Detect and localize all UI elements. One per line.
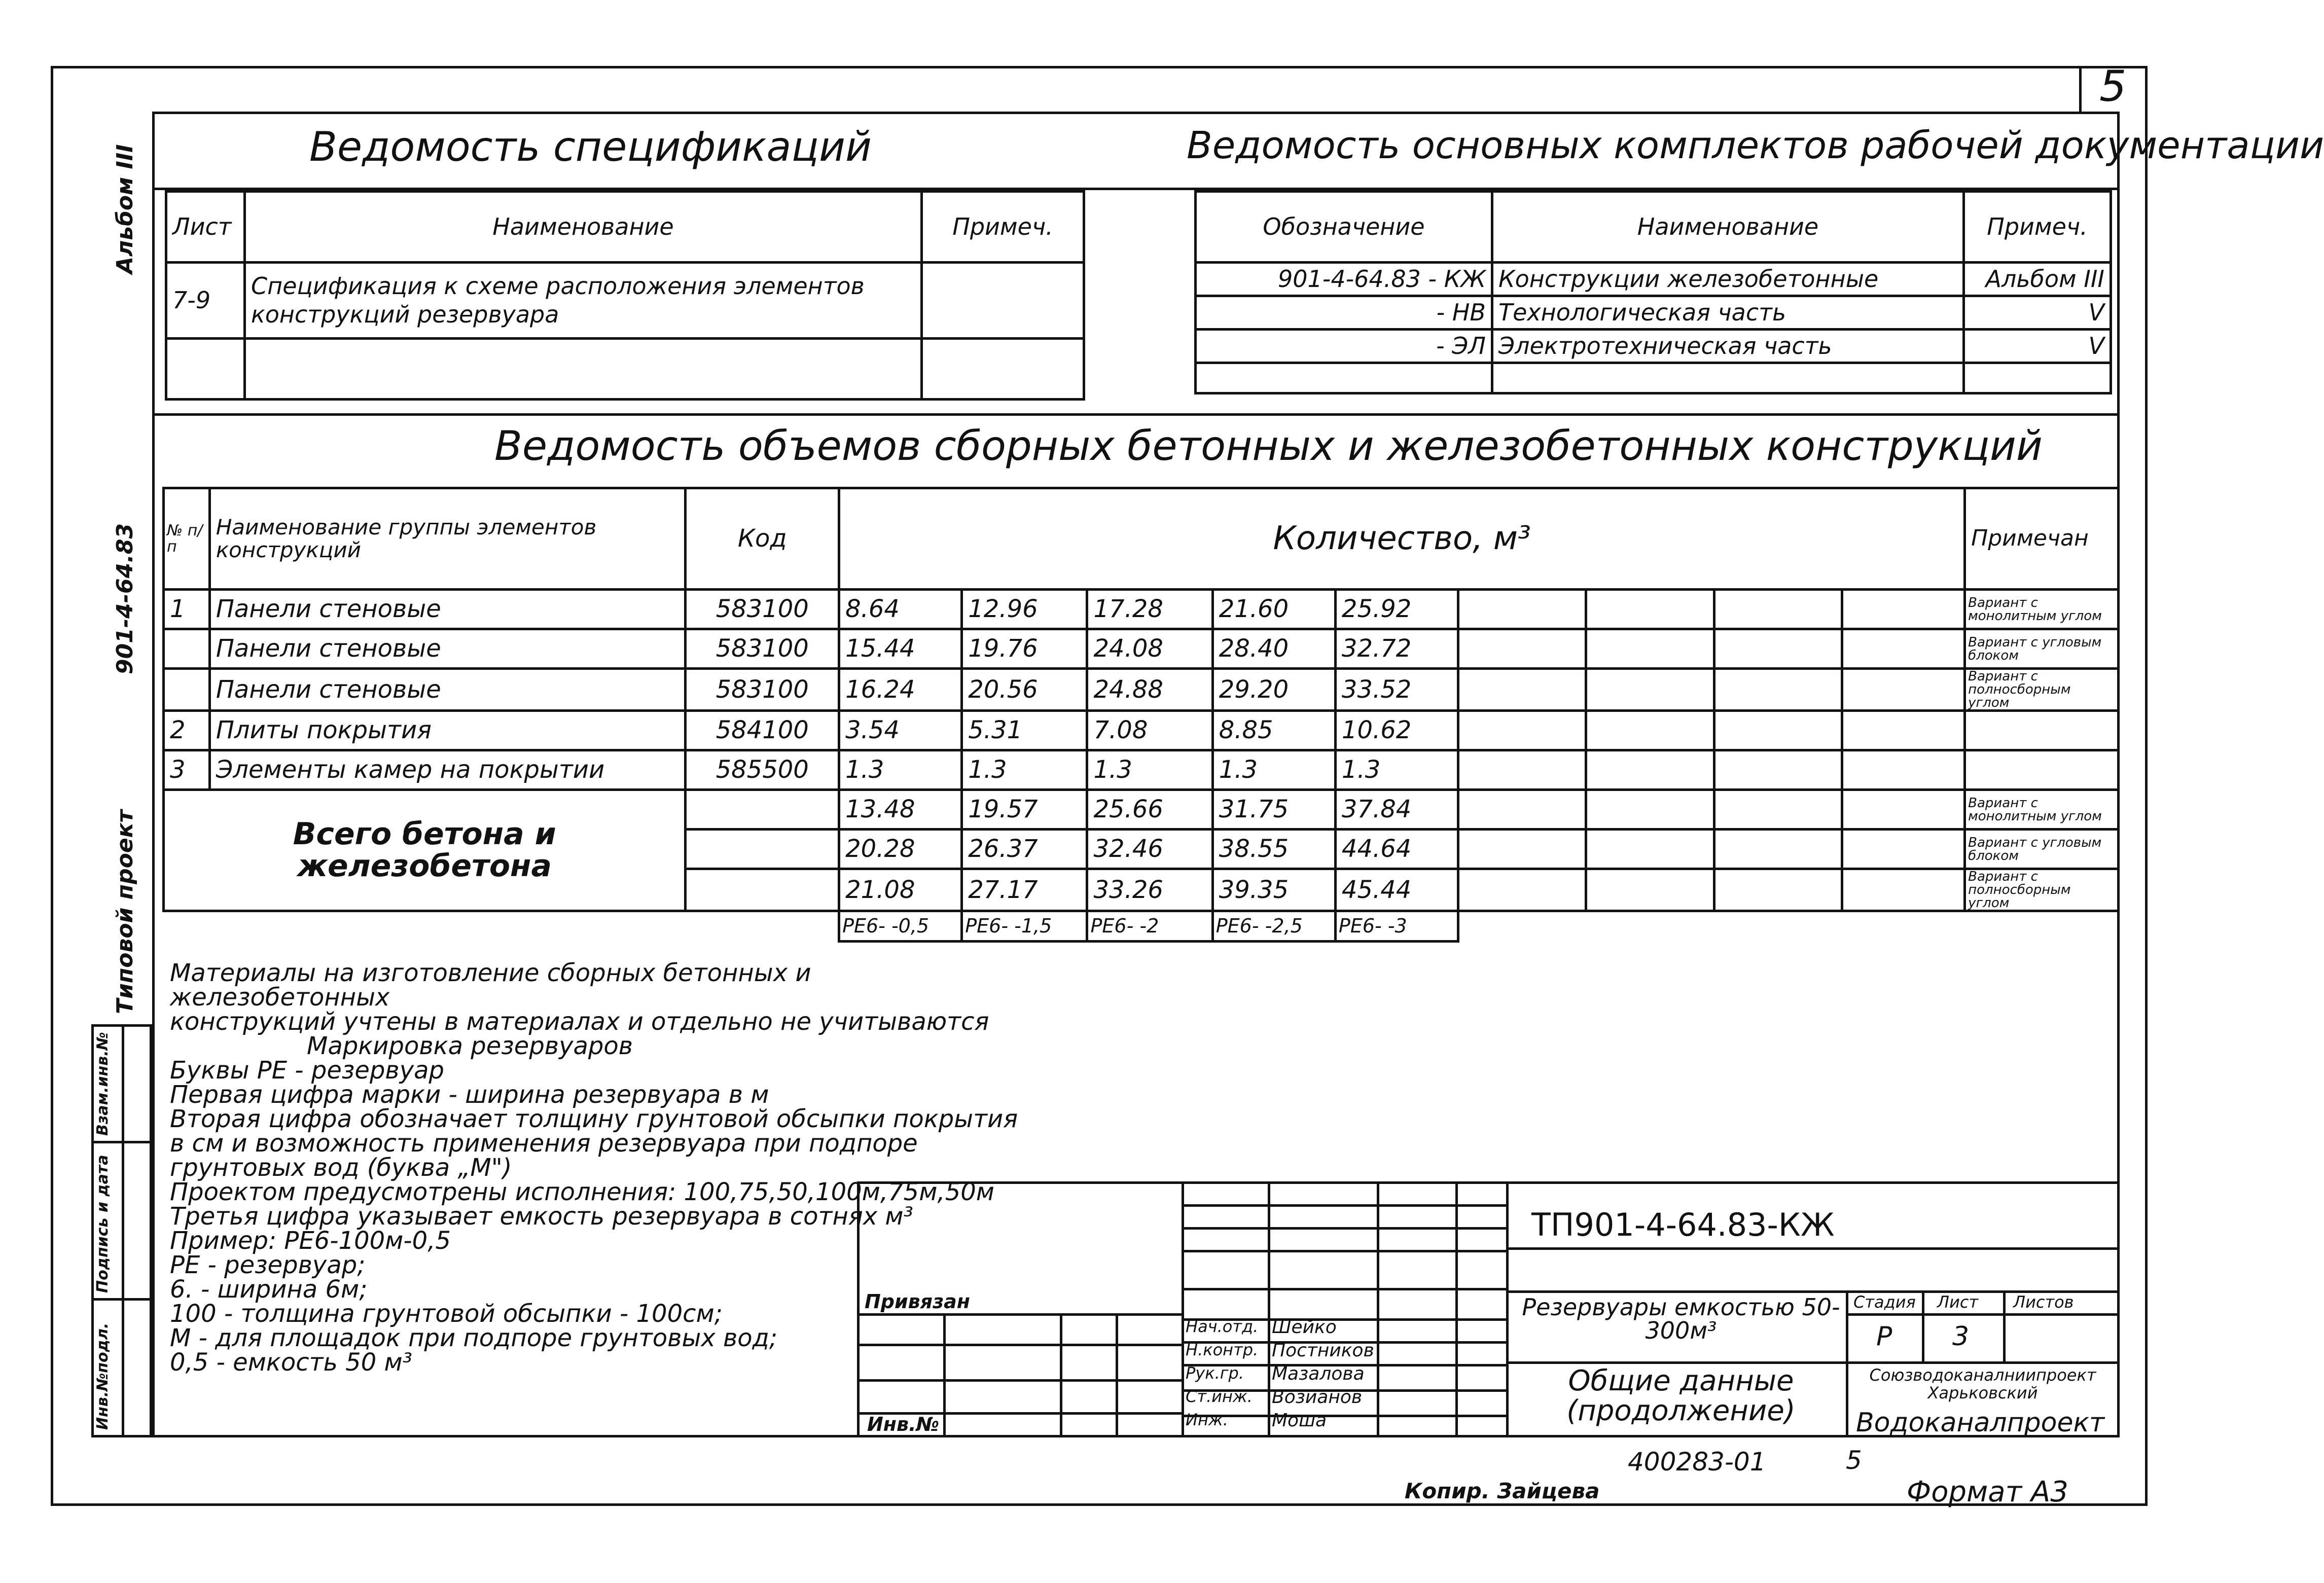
vol-empty-cell [1842,669,1964,711]
docs-row-name: Технологическая часть [1492,296,1964,330]
vol-row-code: 584100 [686,711,839,750]
vol-empty-cell [1714,669,1842,711]
vol-value-cell: 1.3 [1212,750,1335,790]
vol-header-group: Наименование группы элементов конструкций [209,488,686,590]
vol-value-cell: 5.31 [962,711,1087,750]
vol-value-cell: 32.72 [1335,629,1458,669]
vol-empty-cell [1842,590,1964,629]
vol-row-name: Панели стеновые [209,669,686,711]
note-line: Третья цифра указывает емкость резервуара в сотнях м³ [170,1202,913,1231]
note-line: грунтовых вод (буква „М") [170,1154,512,1182]
sheet-header: Лист [1937,1292,1979,1312]
vol-empty-cell [1586,711,1714,750]
staff-name: Мазалова [1272,1363,1365,1384]
docs-row-name: Конструкции железобетонные [1492,263,1964,296]
vol-empty-cell [1458,590,1586,629]
docs-header-name: Наименование [1492,192,1964,263]
vol-total-note: Вариант с монолитным углом [1965,790,2119,830]
sheet-value: 3 [1952,1321,1970,1352]
vol-value-cell: 33.52 [1335,669,1458,711]
note-line: Первая цифра марки - ширина резервуара в м [170,1081,769,1109]
note-line: РЕ - резервуар; [170,1251,366,1279]
vol-value-cell: 1.3 [1335,750,1458,790]
vol-empty-cell [1586,750,1714,790]
vol-row-name: Панели стеновые [209,590,686,629]
vol-header-num: № п/п [164,488,210,590]
paper-format: Формат А3 [1907,1476,2068,1508]
note-line: Проектом предусмотрены исполнения: 100,75,50,100м,75м,50м [170,1178,994,1206]
spec-table [165,190,1085,401]
note-line: конструкций учтены в материалах и отдельно не учитываются [170,1008,989,1036]
staff-name: Мошa [1272,1410,1327,1431]
note-line: Маркировка резервуаров [307,1032,633,1060]
vol-value-cell: 29.20 [1212,669,1335,711]
vol-total-note: Вариант с полносборным углом [1965,869,2119,911]
side-stamp-0: Инв.№подл. [94,1322,112,1430]
vol-empty-cell [1714,711,1842,750]
vol-mark-cell: РЕ6- -2,5 [1212,911,1335,942]
vol-empty-cell [1458,790,1586,830]
vol-mark-cell: РЕ6- -1,5 [962,911,1087,942]
vol-total-cell: 26.37 [962,830,1087,869]
copied-by: Копир. Зайцева [1405,1479,1600,1503]
vol-total-cell: 31.75 [1212,790,1335,830]
note-line: Вторая цифра обозначает толщину грунтовой обсыпки покрытия [170,1105,1018,1133]
vol-header-qty: Количество, м³ [839,488,1965,590]
vol-row-num: 1 [164,590,210,629]
vol-empty-cell [1586,790,1714,830]
vol-empty-cell [1586,669,1714,711]
vol-empty-cell [1586,629,1714,669]
org1: Союзводоканалниипроект Харьковский [1869,1365,2096,1403]
vol-total-cell: 44.64 [1335,830,1458,869]
page-number: 5 [2099,61,2127,111]
vol-row-code: 585500 [686,750,839,790]
vol-total-code [686,869,839,911]
vol-empty-cell [1458,669,1586,711]
vol-total-cell: 33.26 [1087,869,1212,911]
vol-total-label: Всего бетона и железобетона [164,790,686,911]
vol-total-cell: 39.35 [1212,869,1335,911]
vol-empty-cell [1842,790,1964,830]
side-project-code: 901-4-64.83 [112,523,138,674]
vol-total-cell: 37.84 [1335,790,1458,830]
vol-row-note [1965,711,2119,750]
staff-role: Нач.отд. [1186,1317,1259,1336]
vol-header-note: Примечан [1965,488,2119,590]
staff-name: Шейко [1272,1317,1337,1338]
vol-row-note [1965,750,2119,790]
vol-value-cell: 16.24 [839,669,962,711]
vol-total-code [686,790,839,830]
vol-total-code [686,830,839,869]
vol-empty-cell [1586,869,1714,911]
archive-number: 400283-01 [1628,1447,1766,1477]
docs-row-code: 901-4-64.83 - КЖ [1196,263,1492,296]
vol-empty-cell [1714,790,1842,830]
vol-row-note: Вариант с монолитным углом [1965,590,2119,629]
archive-page: 5 [1846,1446,1862,1475]
vol-row-name: Элементы камер на покрытии [209,750,686,790]
spec-row-sheet: 7-9 [166,263,245,339]
vol-row-name: Плиты покрытия [209,711,686,750]
doc-code: ТП901-4-64.83-КЖ [1531,1206,1835,1243]
vol-total-cell: 20.28 [839,830,962,869]
vol-total-cell: 27.17 [962,869,1087,911]
vol-empty-cell [1586,830,1714,869]
vol-total-cell: 13.48 [839,790,962,830]
vol-row-code: 583100 [686,669,839,711]
spec-header-name: Наименование [245,192,922,263]
vol-empty-cell [1586,590,1714,629]
note-line: Буквы РЕ - резервуар [170,1056,444,1085]
vol-value-cell: 1.3 [1087,750,1212,790]
stamp-object-text: Резервуары емкостью 50-300м³ [1522,1293,1840,1344]
side-title: Типовой проект [112,809,138,1014]
spec-header-note: Примеч. [922,192,1084,263]
vol-total-cell: 19.57 [962,790,1087,830]
note-line: Пример: РЕ6-100м-0,5 [170,1227,451,1255]
vol-row-code: 583100 [686,629,839,669]
staff-role: Рук.гр. [1186,1363,1244,1383]
staff-name: Возианов [1272,1387,1363,1408]
vol-value-cell: 3.54 [839,711,962,750]
vol-value-cell: 1.3 [839,750,962,790]
vol-empty-cell [1714,869,1842,911]
vol-row-name: Панели стеновые [209,629,686,669]
spec-title: Ведомость спецификаций [309,123,872,170]
note-line: 0,5 - емкость 50 м³ [170,1348,412,1377]
stage-header: Стадия [1853,1292,1916,1312]
vol-empty-cell [1714,750,1842,790]
staff-role: Инж. [1186,1410,1228,1429]
inv-label: Инв.№ [867,1413,940,1435]
docs-row-note: Альбом III [1964,263,2111,296]
vol-empty-cell [1458,750,1586,790]
docs-header-code: Обозначение [1196,192,1492,263]
note-line: в см и возможность применения резервуара при подпоре [170,1129,918,1158]
vol-empty-cell [1458,629,1586,669]
vol-value-cell: 28.40 [1212,629,1335,669]
vol-value-cell: 8.64 [839,590,962,629]
vol-row-num: 3 [164,750,210,790]
spec-header-sheet: Лист [166,192,245,263]
vol-row-note: Вариант с полносборным углом [1965,669,2119,711]
vol-value-cell: 7.08 [1087,711,1212,750]
note-line: 6. - ширина 6м; [170,1275,368,1304]
note-line: 100 - толщина грунтовой обсыпки - 100см; [170,1300,723,1328]
vol-value-cell: 8.85 [1212,711,1335,750]
vol-row-note: Вариант с угловым блоком [1965,629,2119,669]
vol-header-code: Код [686,488,839,590]
stamp-title-text: Общие данные (продолжение) [1566,1364,1796,1427]
docs-title: Ведомость основных комплектов рабочей документации [1187,124,2324,167]
staff-name: Постников [1272,1340,1374,1361]
volumes-table [162,487,2120,943]
stamp-title [1516,1366,1846,1426]
vol-empty-cell [1458,830,1586,869]
note-line: Материалы на изготовление сборных бетонных и железобетонных [170,959,811,1012]
note-line: М - для площадок при подпоре грунтовых вод; [170,1324,778,1352]
vol-empty-cell [1842,629,1964,669]
vol-row-code: 583100 [686,590,839,629]
docs-row-name: Электротехническая часть [1492,330,1964,363]
vol-empty-cell [1458,711,1586,750]
volumes-title: Ведомость объемов сборных бетонных и железобетонных конструкций [494,422,2043,470]
vol-total-cell: 38.55 [1212,830,1335,869]
staff-role: Н.контр. [1186,1340,1259,1359]
vol-value-cell: 24.08 [1087,629,1212,669]
docs-row-note: V [1964,330,2111,363]
vol-total-note: Вариант с угловым блоком [1965,830,2119,869]
vol-row-num [164,629,210,669]
spec-row-note [922,263,1084,339]
vol-empty-cell [1842,830,1964,869]
vol-value-cell: 1.3 [962,750,1087,790]
vol-value-cell: 10.62 [1335,711,1458,750]
staff-role: Ст.инж. [1186,1387,1253,1406]
vol-value-cell: 21.60 [1212,590,1335,629]
stamp-object [1516,1293,1846,1344]
docs-row-code: - НВ [1196,296,1492,330]
vol-value-cell: 12.96 [962,590,1087,629]
vol-value-cell: 25.92 [1335,590,1458,629]
vol-empty-cell [1714,590,1842,629]
side-stamp-1: Подпись и дата [94,1155,112,1293]
vol-value-cell: 20.56 [962,669,1087,711]
vol-value-cell: 19.76 [962,629,1087,669]
sheets-header: Листов [2013,1292,2074,1312]
docs-table [1194,190,2112,394]
bound-label: Привязан [865,1290,971,1313]
org2: Водоканалпроект [1856,1408,2105,1438]
vol-total-cell: 21.08 [839,869,962,911]
vol-total-cell: 25.66 [1087,790,1212,830]
vol-row-num: 2 [164,711,210,750]
vol-row-num [164,669,210,711]
vol-value-cell: 24.88 [1087,669,1212,711]
vol-value-cell: 17.28 [1087,590,1212,629]
side-stamp-2: Взам.инв.№ [94,1032,112,1136]
vol-value-cell: 15.44 [839,629,962,669]
vol-empty-cell [1458,869,1586,911]
vol-empty-cell [1842,711,1964,750]
stage-value: Р [1876,1321,1892,1352]
docs-header-note: Примеч. [1964,192,2111,263]
docs-row-code: - ЭЛ [1196,330,1492,363]
vol-total-cell: 32.46 [1087,830,1212,869]
side-album: Альбом III [112,144,138,274]
vol-empty-cell [1842,869,1964,911]
vol-mark-cell: РЕ6- -3 [1335,911,1458,942]
spec-row-name: Спецификация к схеме расположения элементов конструкций резервуара [245,263,922,339]
vol-empty-cell [1714,830,1842,869]
vol-total-cell: 45.44 [1335,869,1458,911]
vol-mark-cell: РЕ6- -2 [1087,911,1212,942]
docs-row-note: V [1964,296,2111,330]
vol-empty-cell [1714,629,1842,669]
vol-mark-cell: РЕ6- -0,5 [839,911,962,942]
vol-empty-cell [1842,750,1964,790]
